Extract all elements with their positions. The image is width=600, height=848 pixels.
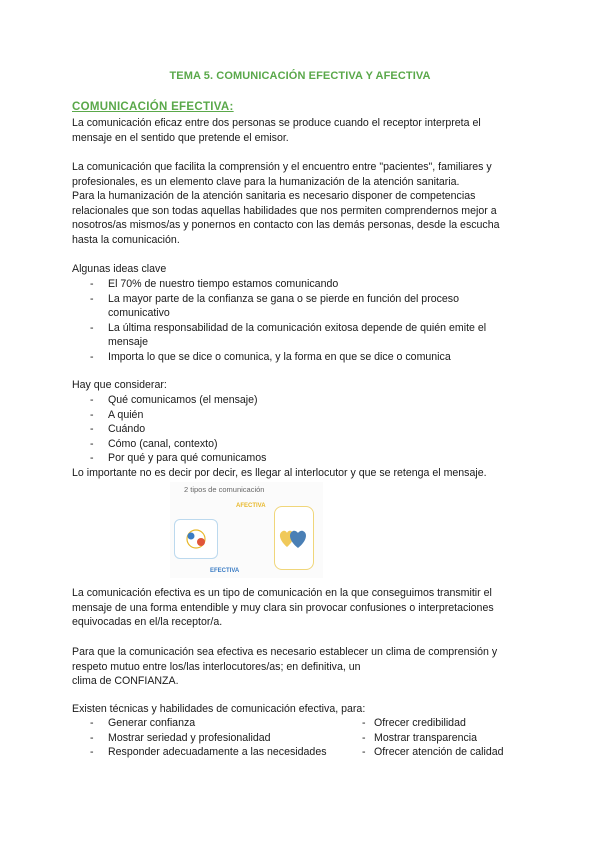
dash-bullet-icon: - — [90, 746, 94, 759]
list-item-text: Responder adecuadamente a las necesidades — [108, 746, 327, 759]
list-item-text: Generar confianza — [108, 717, 196, 729]
text-line: nosotros/as mismos/as y ponernos en contacto con las demás personas, desde la escucha — [72, 219, 500, 232]
techniques-row — [90, 716, 530, 731]
list-item — [90, 292, 518, 321]
list-item-text: Mostrar seriedad y profesionalidad — [108, 731, 271, 744]
list-item-text: Mostrar transparencia — [374, 731, 478, 744]
intro-paragraph — [72, 116, 532, 145]
list-item-text: Importa lo que se dice o comunica, y la forma en que se dice o comunica — [108, 350, 451, 363]
dash-bullet-icon: - — [90, 717, 94, 729]
conversation-cycle-icon — [175, 520, 217, 558]
paragraph-confidence — [72, 645, 532, 689]
list-item-text: Cómo (canal, contexto) — [108, 437, 218, 450]
dash-bullet-icon: - — [90, 292, 94, 305]
label-efectiva: EFECTIVA — [210, 568, 240, 574]
techniques-list — [90, 716, 530, 760]
list-item-text: Cuándo — [108, 423, 146, 436]
list-item-text: Ofrecer atención de calidad — [374, 746, 504, 759]
important-statement: Lo importante no es decir por decir, es llegar al interlocutor y que se retenga el mensaje. — [72, 467, 487, 479]
list-item — [90, 393, 518, 408]
dash-bullet-icon: - — [90, 321, 94, 334]
list-item — [90, 451, 518, 466]
list-item — [90, 437, 518, 452]
text-line: mensaje en el sentido que pretende el emisor. — [72, 131, 289, 144]
list-item — [90, 745, 362, 760]
list-item-text: A quién — [108, 408, 144, 421]
text-line: relacionales que son todas aquellas habilidades que nos permiten comprendernos mejor a — [72, 204, 497, 217]
dash-bullet-icon: - — [90, 731, 94, 744]
dash-bullet-icon: - — [362, 731, 366, 744]
communication-types-figure — [170, 482, 323, 578]
list-item — [90, 350, 518, 365]
list-item — [90, 716, 362, 731]
list-item-text: Por qué y para qué comunicamos — [108, 452, 267, 465]
techniques-label: Existen técnicas y habilidades de comunicación efectiva, para: — [72, 703, 366, 715]
dash-bullet-icon: - — [362, 746, 366, 759]
text-line: hasta la comunicación. — [72, 233, 180, 246]
list-item — [90, 422, 518, 437]
text-line: equivocadas en el/la receptor/a. — [72, 616, 223, 629]
list-item-text: El 70% de nuestro tiempo estamos comunicando — [108, 278, 339, 290]
text-line: clima de CONFIANZA. — [72, 675, 179, 688]
dash-bullet-icon: - — [90, 408, 94, 421]
text-line: Para que la comunicación sea efectiva es necesario establecer un clima de comprensión y — [72, 646, 498, 658]
dash-bullet-icon: - — [90, 394, 94, 406]
dash-bullet-icon: - — [90, 278, 94, 290]
hearts-icon — [275, 507, 313, 569]
ideas-list — [90, 277, 518, 365]
list-item-text: Ofrecer credibilidad — [374, 717, 466, 729]
text-line: La comunicación que facilita la comprensión y el encuentro entre "pacientes", familiares y — [72, 161, 492, 173]
dash-bullet-icon: - — [90, 350, 94, 363]
list-item — [90, 731, 362, 746]
document-title: TEMA 5. COMUNICACIÓN EFECTIVA Y AFECTIVA — [169, 70, 431, 82]
techniques-row — [90, 731, 530, 746]
list-item-text: La mayor parte de la confianza se gana o se pierde en función del proceso comunicativo — [108, 292, 460, 320]
text-line: Para la humanización de la atención sanitaria es necesario disponer de competencias — [72, 190, 476, 203]
list-item-text: Qué comunicamos (el mensaje) — [108, 394, 258, 406]
consider-label: Hay que considerar: — [72, 379, 167, 391]
consider-list — [90, 393, 518, 466]
dash-bullet-icon: - — [90, 437, 94, 450]
techniques-row — [90, 745, 530, 760]
text-line: La comunicación efectiva es un tipo de comunicación en la que conseguimos transmitir el — [72, 587, 492, 599]
afectiva-frame — [274, 506, 314, 570]
list-item — [362, 716, 466, 731]
dash-bullet-icon: - — [362, 717, 366, 729]
label-afectiva: AFECTIVA — [236, 503, 266, 509]
efectiva-frame — [174, 519, 218, 559]
dash-bullet-icon: - — [90, 452, 94, 465]
list-item — [362, 745, 504, 760]
list-item — [90, 277, 518, 292]
list-item-text: La última responsabilidad de la comunicación exitosa depende de quién emite el mensaje — [108, 321, 487, 349]
dash-bullet-icon: - — [90, 423, 94, 436]
section-heading: COMUNICACIÓN EFECTIVA: — [72, 101, 234, 113]
figure-title: 2 tipos de comunicación — [184, 485, 265, 494]
text-line: profesionales, es un elemento clave para la humanización de la atención sanitaria. — [72, 175, 460, 188]
list-item — [90, 408, 518, 423]
list-item — [362, 731, 477, 746]
text-line: respeto mutuo entre los/las interlocutores/as; en definitiva, un — [72, 660, 361, 673]
ideas-label: Algunas ideas clave — [72, 263, 167, 275]
list-item — [90, 321, 518, 350]
paragraph-definition — [72, 586, 532, 630]
text-line: La comunicación eficaz entre dos personas se produce cuando el receptor interpreta el — [72, 117, 481, 129]
paragraph-humanization — [72, 160, 532, 248]
text-line: mensaje de una forma entendible y muy clara sin provocar confusiones o interpretaciones — [72, 601, 494, 614]
